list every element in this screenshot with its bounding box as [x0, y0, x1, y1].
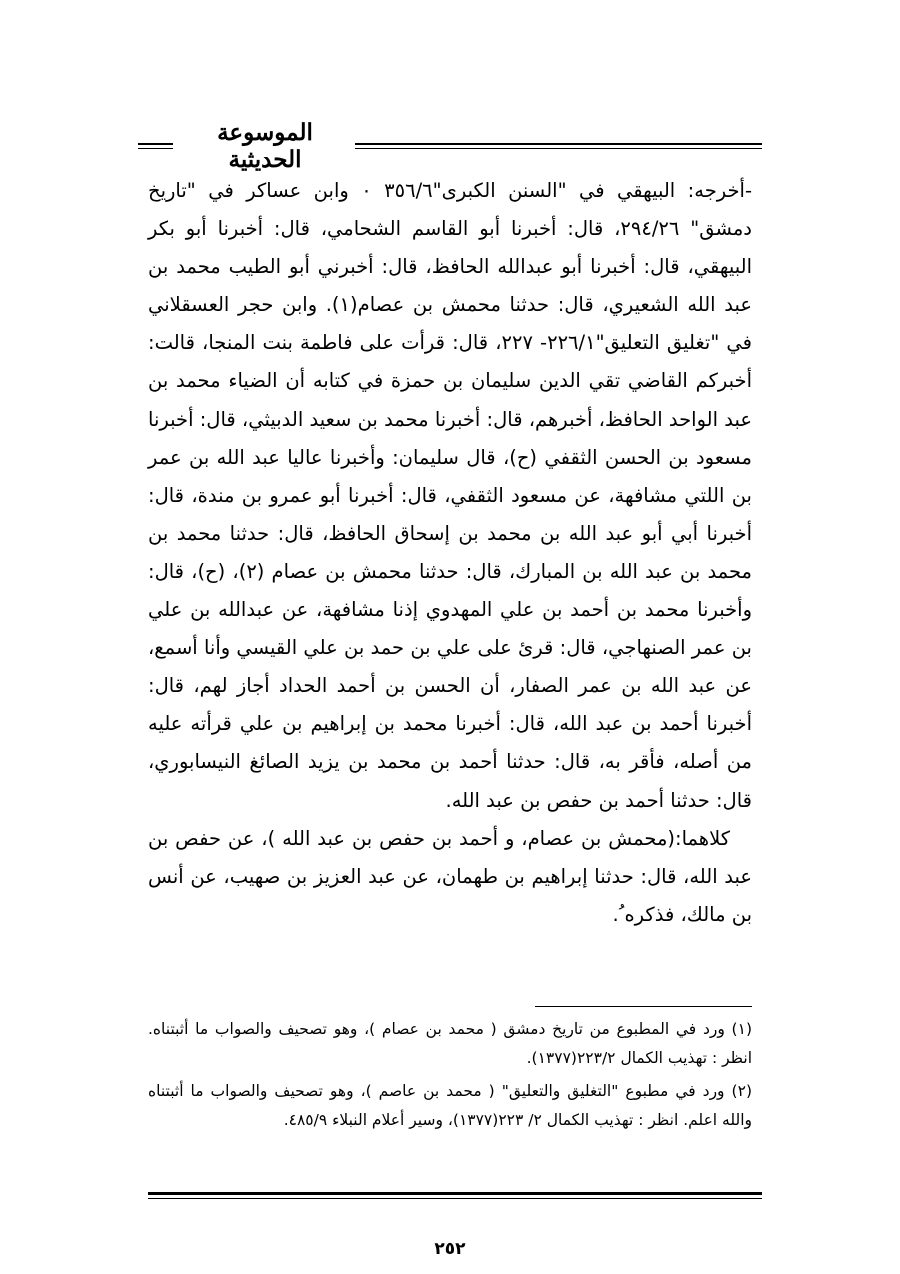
footnote-separator: [535, 1006, 752, 1007]
page-number: ٢٥٢: [434, 1239, 466, 1259]
summary-paragraph: كلاهما:(محمش بن عصام، و أحمد بن حفص بن عبد الله )، عن حفص بن عبد الله، قال: حدثنا إبراهيم بن طهمان، عن عبد العزيز بن صهيب، عن أنس بن مالك، فذكره ُ.: [148, 826, 752, 926]
footnote-2: (٢) ورد في مطبوع "التغليق والتعليق" ( محمد بن عاصم )، وهو تصحيف والصواب ما أثبتناه والله اعلم. انظر : تهذيب الكمال ٢/ ٢٢٣(١٣٧٧)، وسير أعلام النبلاء ٤٨٥/٩.: [148, 1082, 752, 1129]
header-rule-left: [138, 143, 173, 145]
header-rule-left-thin: [138, 148, 173, 149]
page-title: الموسوعة الحديثية: [217, 119, 313, 173]
header-rule-right: [355, 143, 762, 145]
footer-rule-thick: [148, 1192, 762, 1195]
footer-rule-thin: [148, 1198, 762, 1199]
footnotes: [148, 1015, 752, 1139]
body-text: [148, 172, 752, 934]
footnote-1: (١) ورد في المطبوع من تاريخ دمشق ( محمد بن عصام )، وهو تصحيف والصواب ما أثبتناه. انظر : تهذيب الكمال ٢٢٣/٢(١٣٧٧).: [148, 1020, 752, 1067]
takhrij-paragraph: -أخرجه: البيهقي في "السنن الكبرى"٣٥٦/٦ ٠ وابن عساكر في "تاريخ دمشق" ٢٩٤/٢٦، قال: أخبرنا أبو القاسم الشحامي، قال: أخبرنا أبو بكر البيهقي، قال: أخبرنا أبو عبدالله الحافظ، قال: أخبرني أبو الطيب محمد بن عبد الله الشعيري، قال: حدثنا محمش بن عصام(١). وابن حجر العسقلاني في "تغليق التعليق"٢٢٦/١- ٢٢٧، قال: قرأت على فاطمة بنت المنجا، قالت: أخبركم القاضي تقي الدين سليمان بن حمزة في كتابه أن الضياء محمد بن عبد الواحد الحافظ، أخبرهم، قال: أخبرنا محمد بن سعيد الدبيثي، قال: أخبرنا مسعود بن الحسن الثقفي (ح)، قال سليمان: وأخبرنا عاليا عبد الله بن عمر بن اللتي مشافهة، عن مسعود الثقفي، قال: أخبرنا أبو عمرو بن مندة، قال: أخبرنا أبي أبو عبد الله بن محمد بن إسحاق الحافظ، قال: حدثنا محمد بن محمد بن عبد الله بن المبارك، قال: حدثنا محمش بن عصام (٢)، (ح)، قال: وأخبرنا محمد بن أحمد بن علي المهدوي إذنا مشافهة، عن عبدالله بن علي بن عمر الصنهاجي، قال: قرئ على علي بن حمد بن علي القيسي وأنا أسمع، عن عبد الله بن عمر الصفار، أن الحسن بن أحمد الحداد أجاز لهم، قال: أخبرنا أحمد بن عبد الله، قال: أخبرنا محمد بن إبراهيم بن علي قرأته عليه من أصله، فأقر به، قال: حدثنا أحمد بن محمد بن يزيد الصائغ النيسابوري، قال: حدثنا أحمد بن حفص بن عبد الله.: [148, 179, 753, 812]
header-rule-right-thin: [355, 148, 762, 149]
